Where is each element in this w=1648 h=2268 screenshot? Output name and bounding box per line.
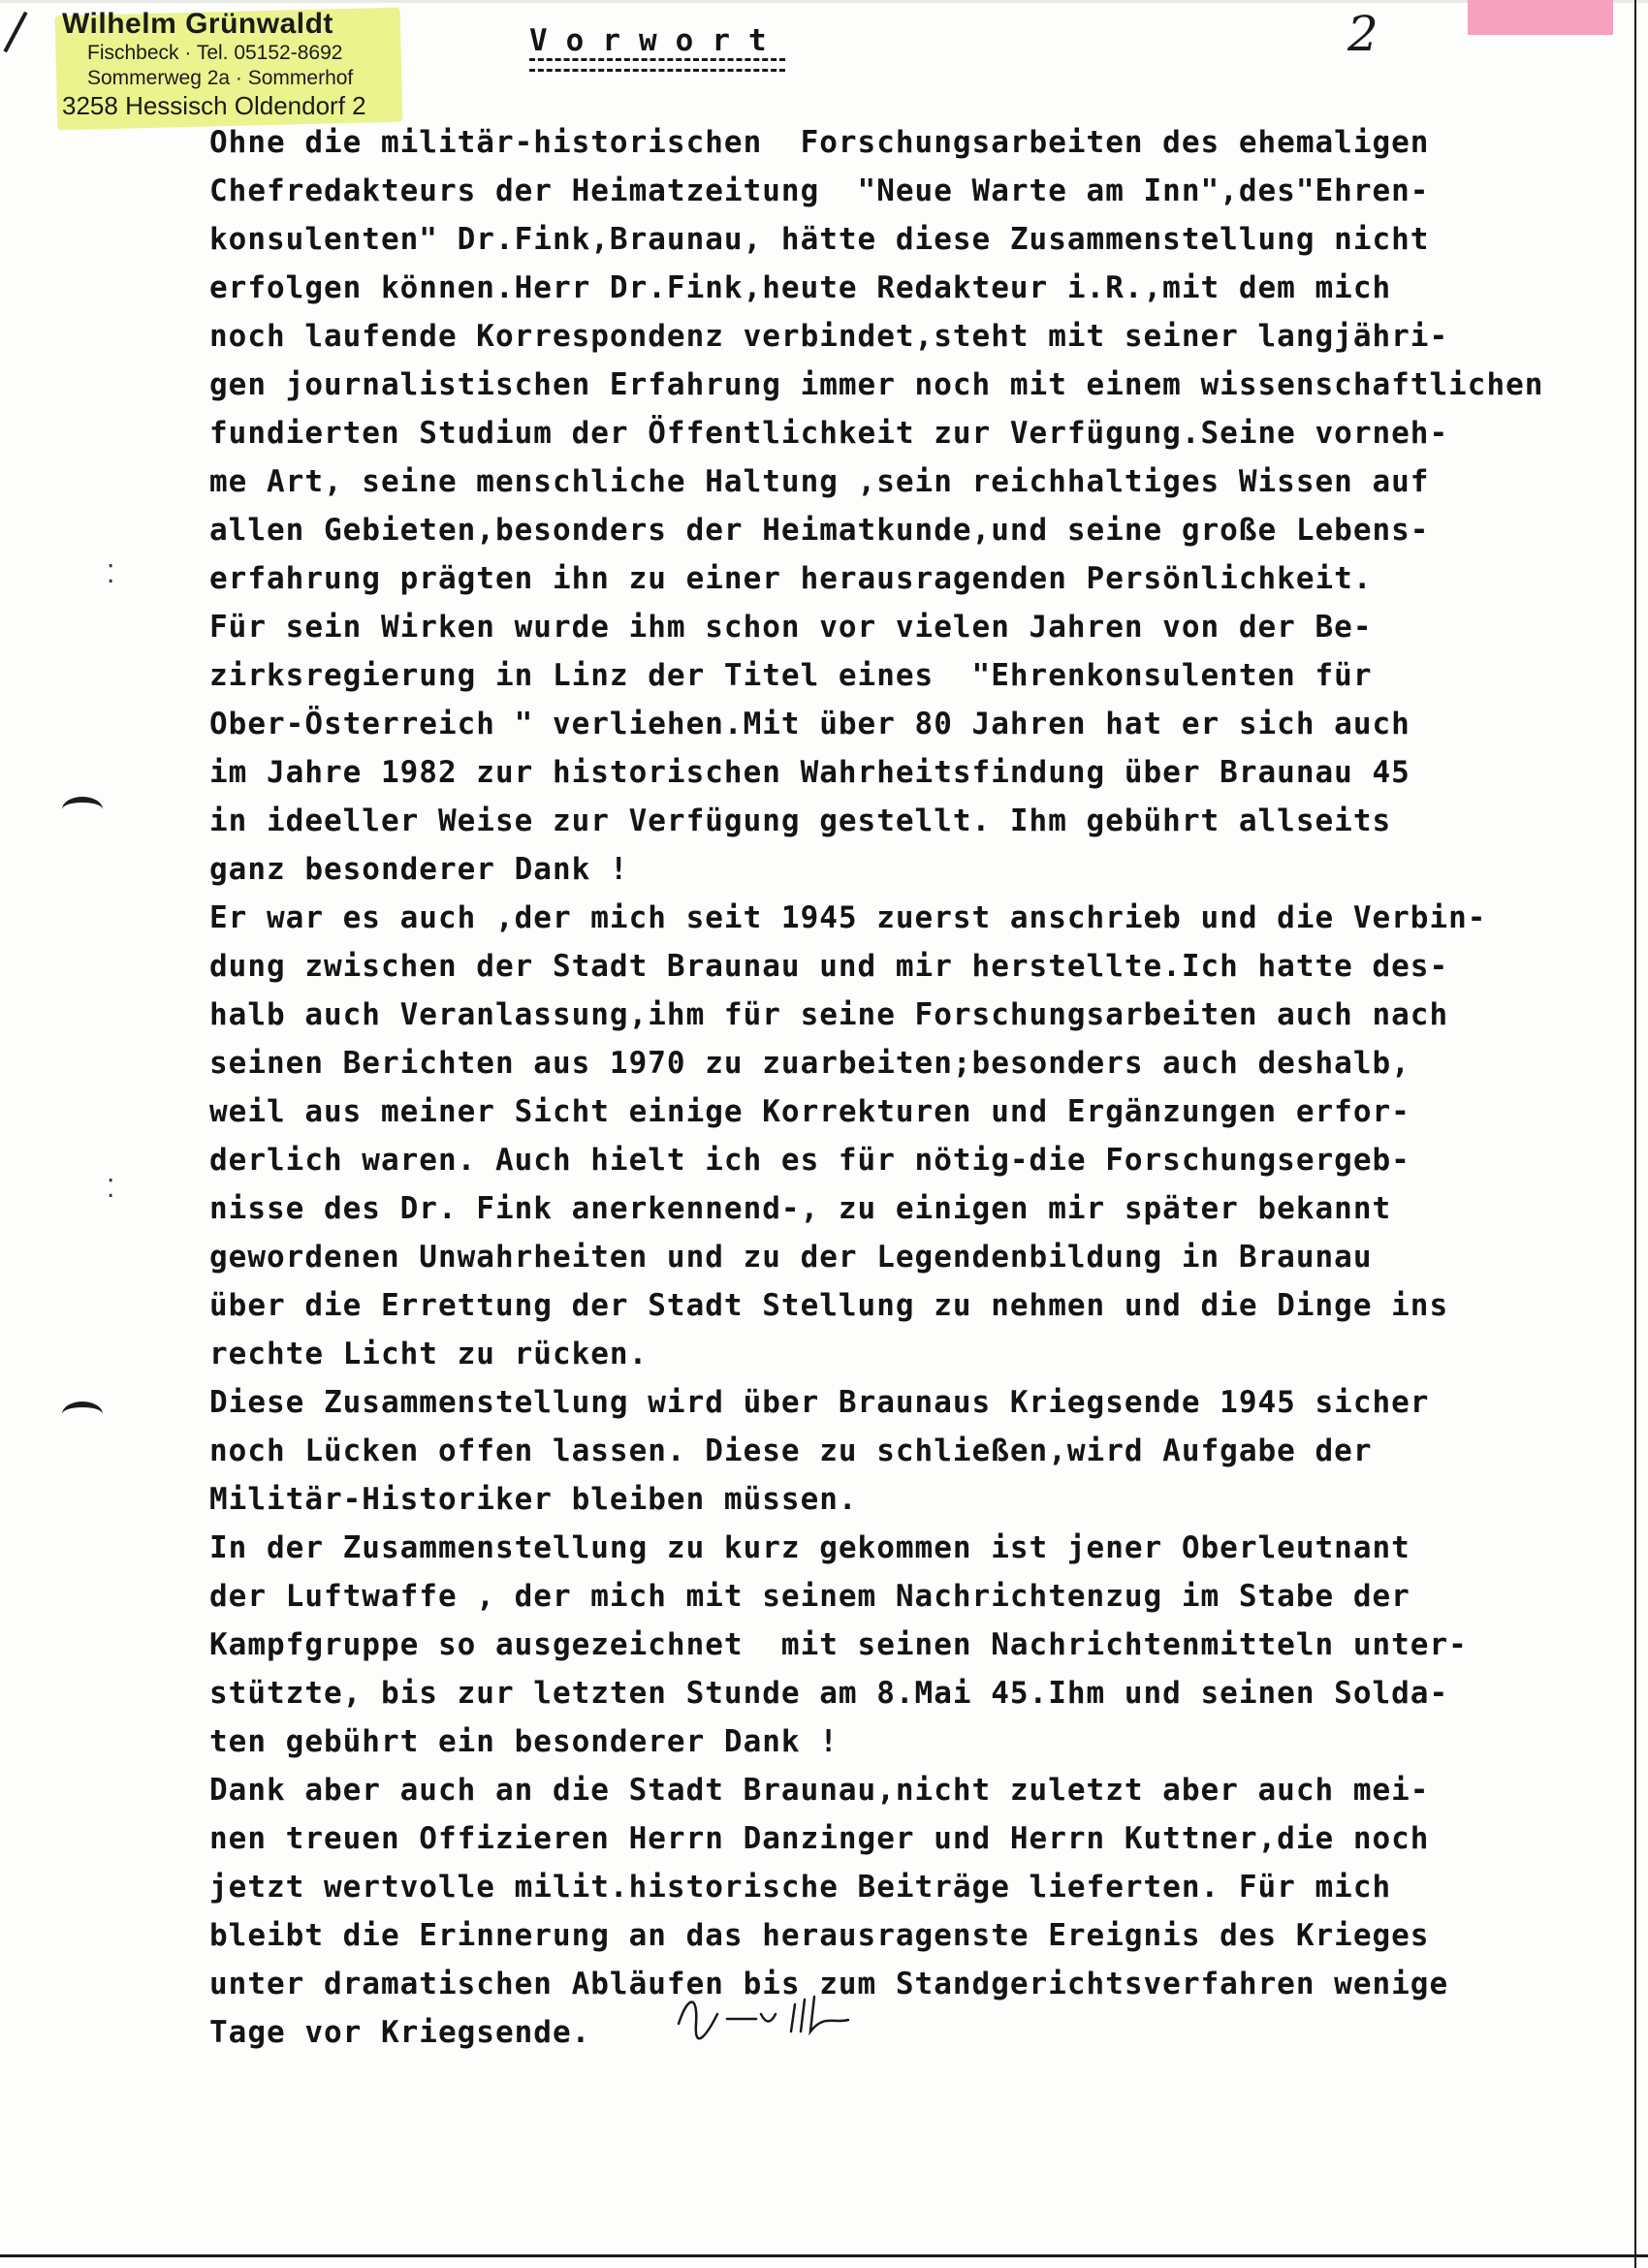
text-line: Diese Zusammenstellung wird über Braunaus Kriegsende 1945 sicher	[209, 1385, 1430, 1420]
text-line: unter dramatischen Abläufen bis zum Standgerichtsverfahren wenige	[209, 1967, 1449, 2001]
text-line: Chefredakteurs der Heimatzeitung "Neue Warte am Inn",des"Ehren-	[209, 173, 1430, 208]
stamp-city: 3258 Hessisch Oldendorf 2	[62, 91, 366, 120]
address-stamp	[58, 8, 407, 120]
text-line: gen journalistischen Erfahrung immer noch mit einem wissenschaftlichen	[209, 367, 1544, 402]
text-line: halb auch Veranlassung,ihm für seine Forschungsarbeiten auch nach	[209, 997, 1449, 1032]
body-text	[209, 118, 1625, 2057]
text-line: Er war es auch ,der mich seit 1945 zuerst anschrieb und die Verbin-	[209, 900, 1487, 935]
handwritten-signature	[669, 1985, 902, 2043]
punch-hole-mark	[62, 1402, 103, 1427]
text-line: im Jahre 1982 zur historischen Wahrheitsfindung über Braunau 45	[209, 755, 1410, 790]
text-line: erfahrung prägten ihn zu einer herausragenden Persönlichkeit.	[209, 561, 1373, 596]
title-underline	[529, 58, 785, 72]
stamp-name: Wilhelm Grünwaldt	[62, 8, 333, 40]
text-line: konsulenten" Dr.Fink,Braunau, hätte diese Zusammenstellung nicht	[209, 222, 1430, 257]
margin-mark: ⁚	[107, 560, 115, 589]
text-line: bleibt die Erinnerung an das herausragenste Ereignis des Krieges	[209, 1918, 1430, 1953]
text-line: gewordenen Unwahrheiten und zu der Legendenbildung in Braunau	[209, 1240, 1373, 1275]
text-line: me Art, seine menschliche Haltung ,sein reichhaltiges Wissen auf	[209, 464, 1430, 499]
text-line: zirksregierung in Linz der Titel eines "Ehrenkonsulenten für	[209, 658, 1373, 693]
text-line: derlich waren. Auch hielt ich es für nötig-die Forschungsergeb-	[209, 1143, 1410, 1178]
text-line: Kampfgruppe so ausgezeichnet mit seinen Nachrichtenmitteln unter-	[209, 1627, 1468, 1662]
text-line: nisse des Dr. Fink anerkennend-, zu einigen mir später bekannt	[209, 1191, 1392, 1226]
text-line: weil aus meiner Sicht einige Korrekturen und Ergänzungen erfor-	[209, 1094, 1410, 1129]
text-line: in ideeller Weise zur Verfügung gestellt. Ihm gebührt allseits	[209, 803, 1392, 838]
top-edge	[0, 0, 1648, 3]
text-line: Militär-Historiker bleiben müssen.	[209, 1482, 858, 1517]
text-line: stützte, bis zur letzten Stunde am 8.Mai 45.Ihm und seinen Solda-	[209, 1676, 1449, 1711]
margin-mark: ⁚	[107, 1175, 115, 1204]
text-line: In der Zusammenstellung zu kurz gekommen ist jener Oberleutnant	[209, 1530, 1410, 1565]
text-line: ganz besonderer Dank !	[209, 852, 629, 887]
text-line: seinen Berichten aus 1970 zu zuarbeiten;besonders auch deshalb,	[209, 1046, 1410, 1081]
pink-tab-marker	[1468, 0, 1613, 35]
text-line: fundierten Studium der Öffentlichkeit zur Verfügung.Seine vorneh-	[209, 416, 1449, 451]
text-line: Ober-Österreich " verliehen.Mit über 80 Jahren hat er sich auch	[209, 707, 1410, 741]
stamp-phone: Fischbeck · Tel. 05152-8692	[87, 42, 343, 64]
text-line: allen Gebieten,besonders der Heimatkunde,und seine große Lebens-	[209, 513, 1430, 548]
punch-hole-mark	[62, 797, 103, 822]
text-line: erfolgen können.Herr Dr.Fink,heute Redakteur i.R.,mit dem mich	[209, 270, 1392, 305]
text-line: über die Errettung der Stadt Stellung zu nehmen und die Dinge ins	[209, 1288, 1449, 1323]
text-line: noch laufende Korrespondenz verbindet,steht mit seiner langjähri-	[209, 319, 1449, 354]
handwritten-page-number: 2	[1347, 6, 1379, 62]
stamp-street: Sommerweg 2a · Sommerhof	[87, 67, 354, 89]
pen-mark	[3, 12, 27, 52]
bottom-border-line	[0, 2254, 1648, 2257]
text-line: nen treuen Offizieren Herrn Danzinger und Herrn Kuttner,die noch	[209, 1821, 1430, 1856]
text-line: jetzt wertvolle milit.historische Beiträge lieferten. Für mich	[209, 1870, 1392, 1905]
text-line: rechte Licht zu rücken.	[209, 1337, 649, 1371]
text-line: Ohne die militär-historischen Forschungsarbeiten des ehemaligen	[209, 125, 1430, 160]
text-line: noch Lücken offen lassen. Diese zu schließen,wird Aufgabe der	[209, 1433, 1373, 1468]
text-line: der Luftwaffe , der mich mit seinem Nachrichtenzug im Stabe der	[209, 1579, 1410, 1614]
text-line: Für sein Wirken wurde ihm schon vor vielen Jahren von der Be-	[209, 610, 1373, 645]
text-line: Tage vor Kriegsende.	[209, 2015, 591, 2050]
text-line: dung zwischen der Stadt Braunau und mir herstellte.Ich hatte des-	[209, 949, 1449, 984]
right-border-line	[1634, 0, 1636, 2268]
text-line: Dank aber auch an die Stadt Braunau,nicht zuletzt aber auch mei-	[209, 1773, 1430, 1808]
document-title: Vorwort	[529, 23, 785, 58]
text-line: ten gebührt ein besonderer Dank !	[209, 1724, 839, 1759]
